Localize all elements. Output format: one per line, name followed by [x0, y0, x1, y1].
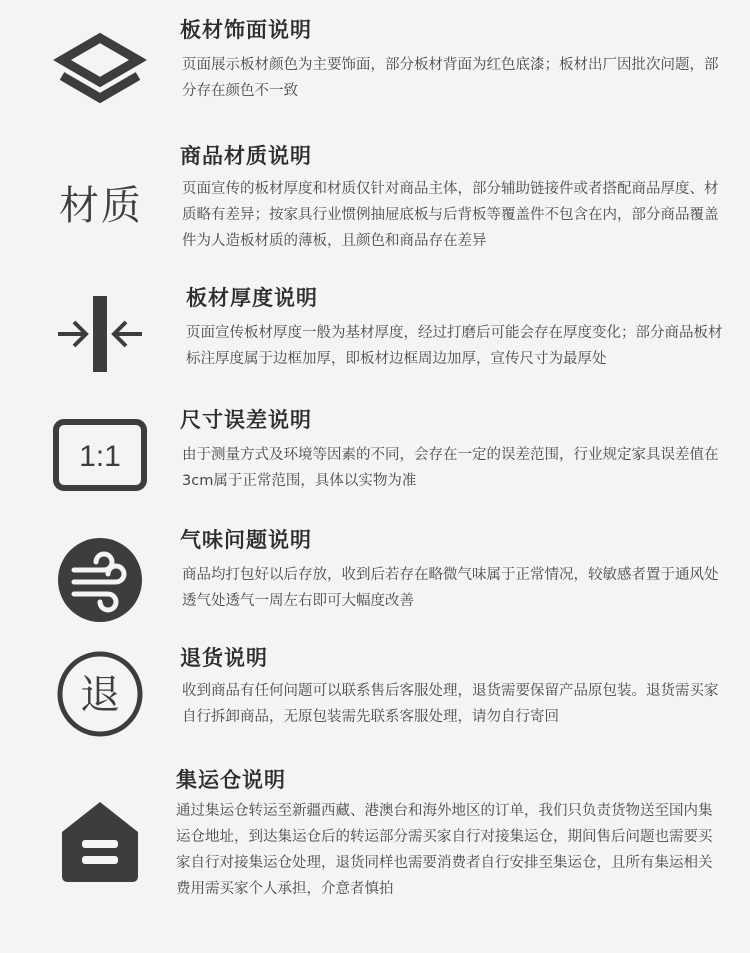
layers-icon: [52, 18, 148, 114]
section-title: 退货说明: [180, 646, 268, 670]
section-return: [0, 640, 750, 755]
section-odor: [0, 520, 750, 635]
ratio-icon: [50, 408, 150, 504]
section-panel-finish: [0, 0, 750, 115]
wind-icon: [52, 532, 148, 628]
warehouse-icon: [52, 792, 148, 888]
section-body: 通过集运仓转运至新疆西藏、港澳台和海外地区的订单，我们只负责货物送至国内集运仓地址，到达集运仓后的转运部分需买家自行对接集运仓，期间售后问题也需要买家自行对接集运仓处理，退货同样也需要消费者自行安排至集运仓，且所有集运相关费用需买家个人承担，介意者慎拍: [176, 803, 713, 897]
return-icon: [52, 646, 148, 742]
section-title: 集运仓说明: [176, 768, 286, 792]
section-body: 页面宣传板材厚度一般为基材厚度，经过打磨后可能会存在厚度变化；部分商品板材标注厚度属于边框加厚，即板材边框周边加厚，宣传尺寸为最厚处: [186, 325, 723, 367]
section-title: 板材饰面说明: [180, 18, 312, 42]
material-text-icon: 材质: [59, 183, 143, 229]
section-body: 商品均打包好以后存放，收到后若存在略微气味属于正常情况，较敏感者置于通风处透气处透气一周左右即可大幅度改善: [182, 567, 719, 609]
section-title: 尺寸误差说明: [180, 408, 312, 432]
section-warehouse: [0, 760, 750, 950]
section-title: 板材厚度说明: [186, 286, 318, 310]
compress-arrows-icon: [52, 286, 148, 382]
section-title: 商品材质说明: [180, 144, 312, 168]
section-body: 页面展示板材颜色为主要饰面，部分板材背面为红色底漆；板材出厂因批次问题，部分存在颜色不一致: [182, 57, 719, 99]
section-size: [0, 400, 750, 515]
section-material: [0, 130, 750, 280]
ratio-icon-label: 1:1: [79, 440, 121, 473]
section-title: 气味问题说明: [180, 528, 312, 552]
section-body: 页面宣传的板材厚度和材质仅针对商品主体，部分辅助链接件或者搭配商品厚度、材质略有差异；按家具行业惯例抽屉底板与后背板等覆盖件不包含在内，部分商品覆盖件为人造板材质的薄板，且颜色和商品存在差异: [182, 181, 719, 249]
section-body: 由于测量方式及环境等因素的不同，会存在一定的误差范围，行业规定家具误差值在3cm属于正常范围，具体以实物为准: [182, 447, 719, 489]
return-icon-label: 退: [80, 672, 120, 718]
section-thickness: [0, 280, 750, 395]
section-body: 收到商品有任何问题可以联系售后客服处理，退货需要保留产品原包装。退货需买家自行拆卸商品，无原包装需先联系客服处理，请勿自行寄回: [182, 683, 719, 725]
